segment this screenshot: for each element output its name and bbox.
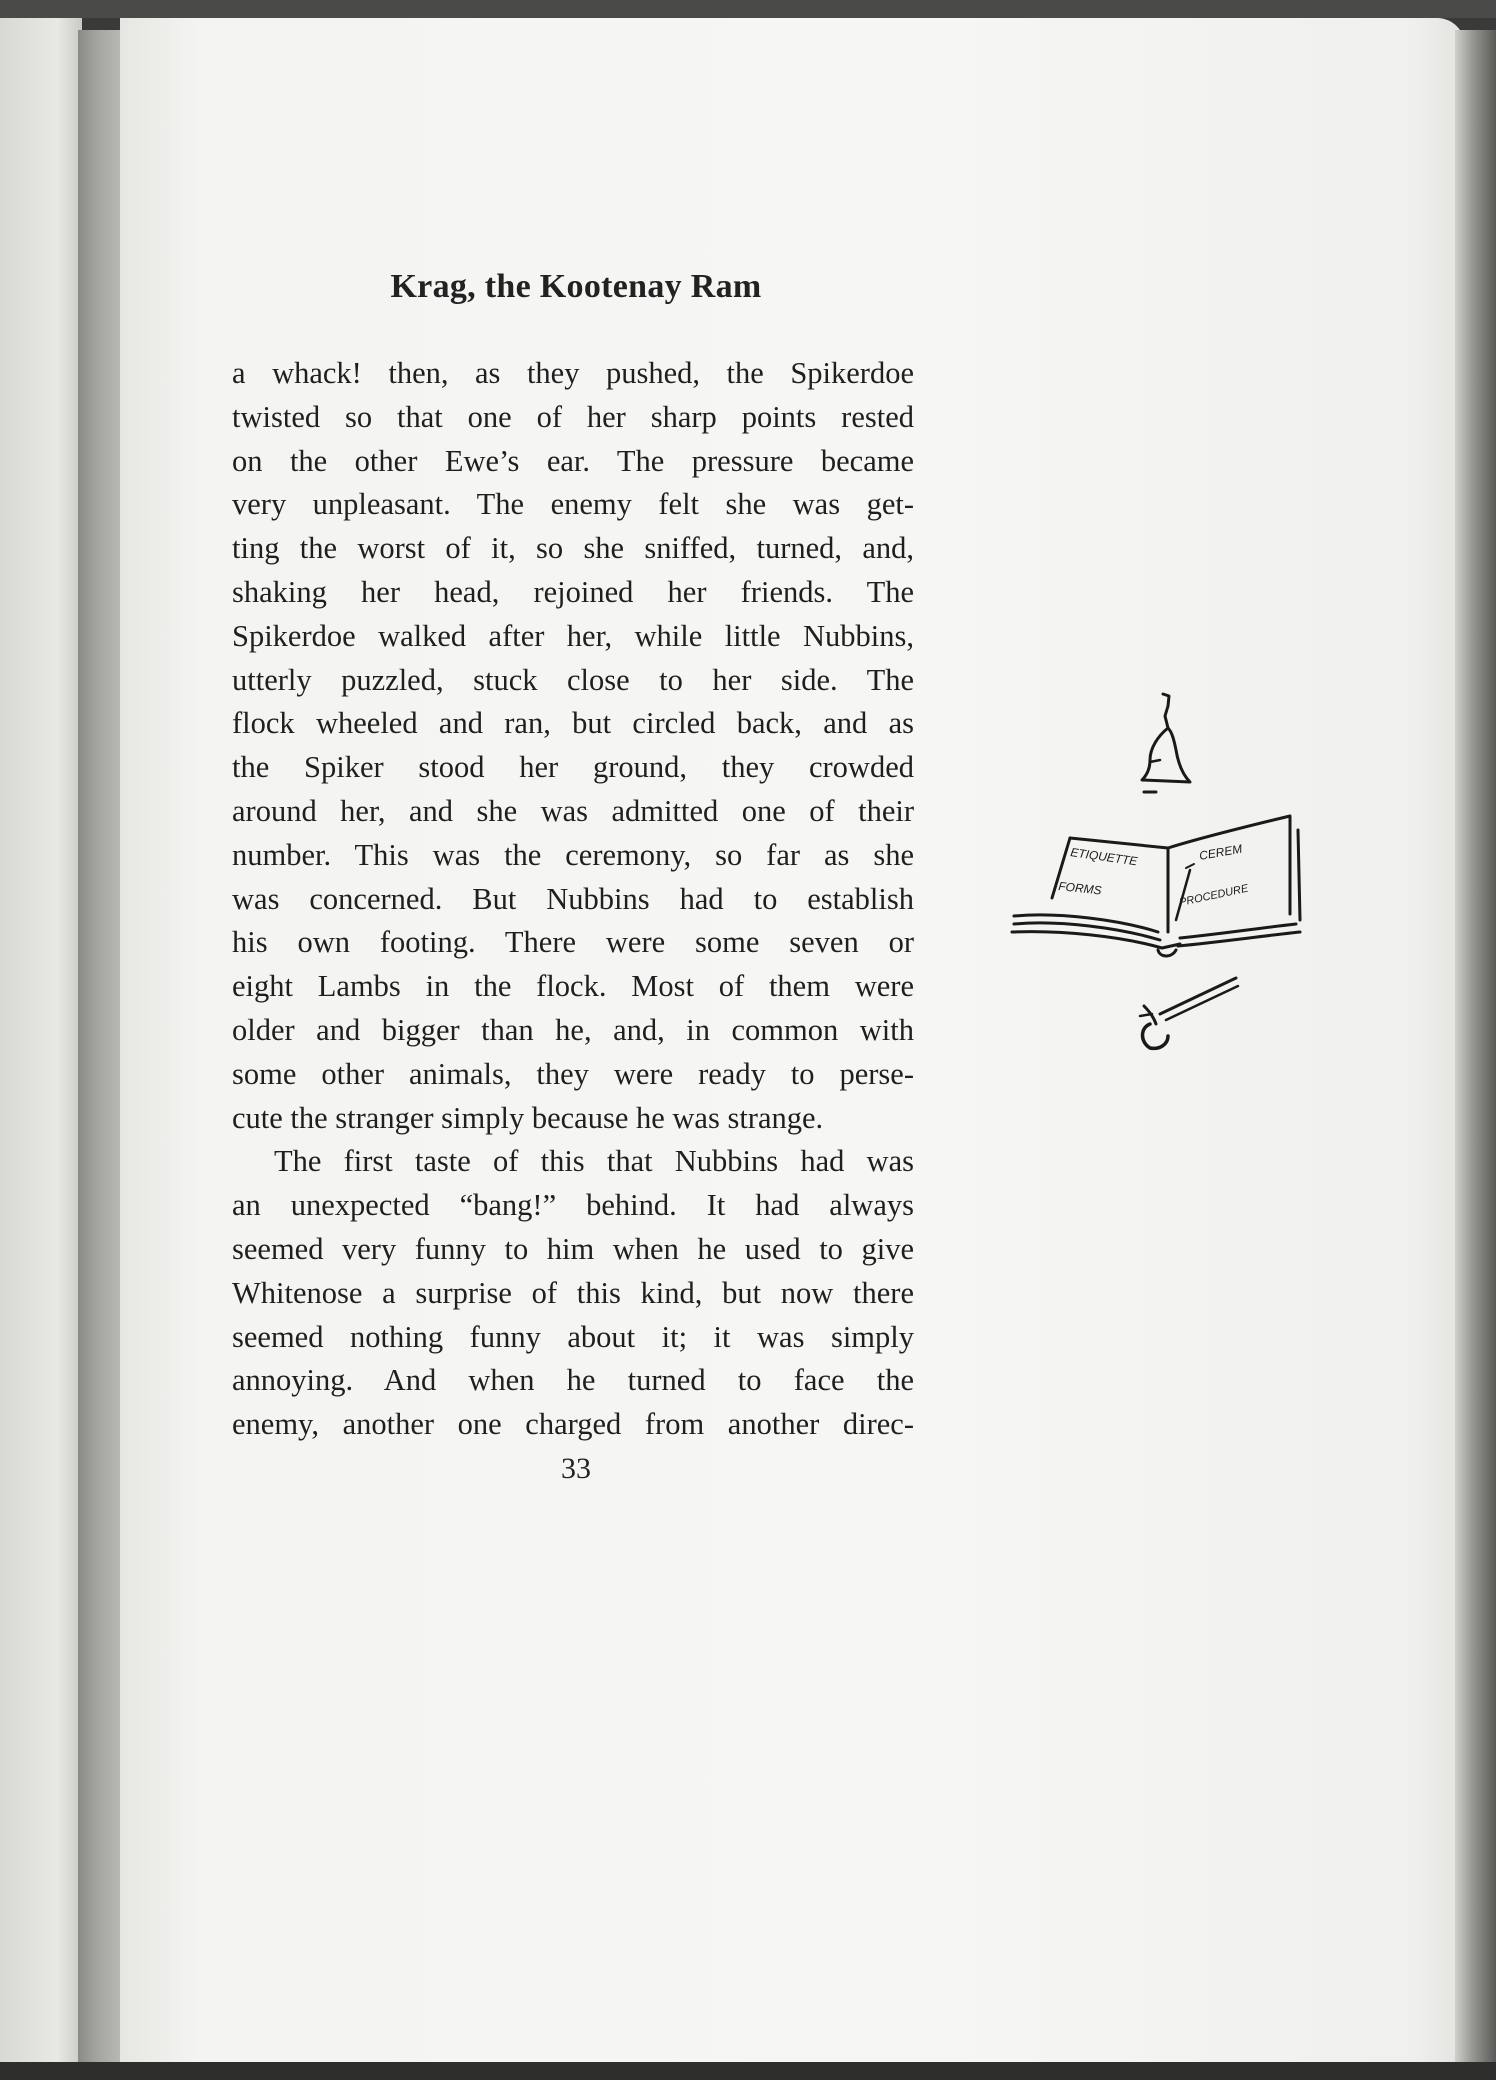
text-line: shaking her head, rejoined her friends. The: [232, 574, 914, 609]
text-line: eight Lambs in the flock. Most of them were: [232, 969, 914, 1004]
text-line: utterly puzzled, stuck close to her side. The: [232, 662, 914, 697]
text-line: some other animals, they were ready to perse-: [232, 1056, 914, 1091]
text-line: Whitenose a surprise of this kind, but now there: [232, 1275, 914, 1310]
page-fore-edge: [1455, 30, 1496, 2062]
text-line: around her, and she was admitted one of their: [232, 793, 914, 828]
text-line: seemed very funny to him when he used to give: [232, 1231, 914, 1266]
text-line: The first taste of this that Nubbins had was: [274, 1144, 914, 1179]
text-line: flock wheeled and ran, but circled back, and as: [232, 706, 914, 741]
open-book-icon: [1012, 816, 1300, 956]
text-line: enemy, another one charged from another direc-: [232, 1407, 914, 1442]
book-label-procedure: PROCEDURE: [1178, 882, 1250, 909]
text-line: annoying. And when he turned to face the: [232, 1363, 914, 1398]
text-line: ting the worst of it, so she sniffed, turned, and,: [232, 531, 914, 566]
text-line: an unexpected “bang!” behind. It had always: [232, 1188, 914, 1223]
text-line: cute the stranger simply because he was strange.: [232, 1100, 824, 1135]
facing-page-edge: [0, 18, 82, 2062]
scan-border-bottom: [0, 2062, 1496, 2080]
text-line: a whack! then, as they pushed, the Spikerdoe: [232, 356, 914, 390]
text-line: number. This was the ceremony, so far as she: [232, 837, 914, 872]
text-line: Spikerdoe walked after her, while little Nubbins,: [232, 618, 914, 653]
bell-icon: [1142, 694, 1190, 792]
text-line: very unpleasant. The enemy felt she was get-: [232, 487, 914, 522]
book-label-ceremony: CEREM: [1198, 841, 1244, 863]
text-line: the Spiker stood her ground, they crowded: [232, 750, 914, 785]
text-line: older and bigger than he, and, in common with: [232, 1012, 914, 1047]
scan-border-top: [0, 0, 1496, 18]
text-line: twisted so that one of her sharp points rested: [232, 399, 914, 434]
text-line: his own footing. There were some seven or: [232, 925, 914, 960]
book-label-etiquette: ETIQUETTE: [1069, 845, 1139, 869]
scroll-icon: [1140, 978, 1238, 1048]
text-line: on the other Ewe’s ear. The pressure became: [232, 443, 914, 478]
text-line: seemed nothing funny about it; it was simply: [232, 1319, 914, 1354]
page-number: 33: [561, 1452, 591, 1485]
text-line: was concerned. But Nubbins had to establish: [232, 881, 914, 916]
running-head: Krag, the Kootenay Ram: [390, 268, 762, 305]
body-text: [232, 352, 914, 1447]
book-and-bell-illustration: [1000, 688, 1320, 1088]
book-label-forms: FORMS: [1057, 879, 1103, 898]
